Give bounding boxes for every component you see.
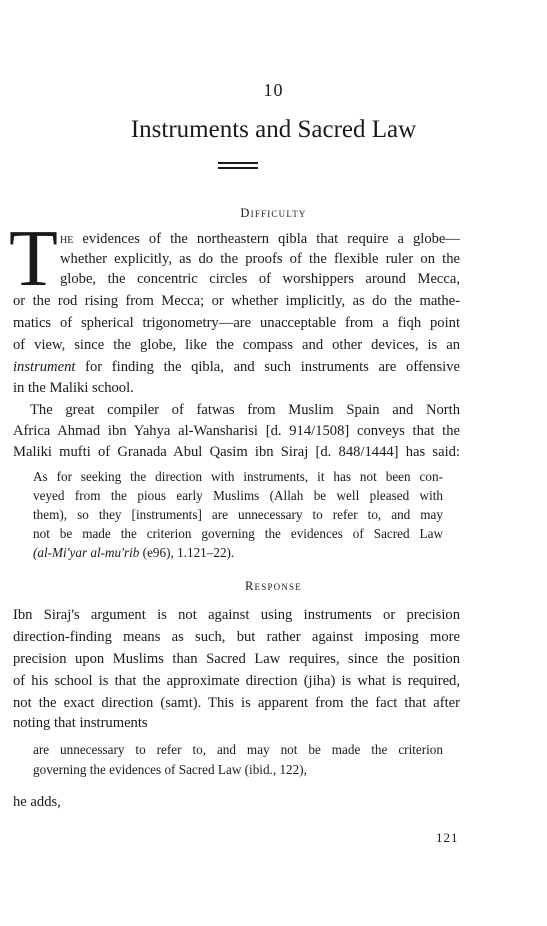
section-heading-difficulty: Difficulty	[240, 206, 307, 220]
text-line: globe, the concentric circles of worshippers around Mecca,	[60, 271, 460, 287]
quote-line: veyed from the pious early Muslims (Allah be well pleased with	[33, 488, 443, 503]
quote-line: As for seeking the direction with instruments, it has not been con-	[33, 469, 443, 484]
text-line: not the exact direction (samt). This is apparent from the fact that after	[13, 695, 460, 711]
title-rule-lower	[218, 167, 258, 169]
page-number: 121	[436, 830, 459, 845]
section-heading-response: Response	[245, 579, 302, 593]
text-line: whether explicitly, as do the proofs of the flexible ruler on the	[60, 251, 460, 267]
quote-line: are unnecessary to refer to, and may not be made the criterion	[33, 742, 443, 757]
text-line: direction-finding means as such, but rather against imposing more	[13, 629, 460, 645]
chapter-title: Instruments and Sacred Law	[130, 116, 417, 143]
italic-term: instrument	[13, 359, 76, 375]
text-line: he evidences of the northeastern qibla that require a globe—	[60, 231, 460, 247]
citation-title: (al-Mi'yar al-mu'rib	[33, 545, 140, 560]
text-line: Ibn Siraj's argument is not against using instruments or precision	[13, 607, 460, 623]
chapter-number: 10	[263, 80, 284, 100]
text-line: he adds,	[13, 794, 61, 810]
text-line: Maliki mufti of Granada Abul Qasim ibn Siraj [d. 848/1444] has said:	[13, 444, 460, 460]
text-line: matics of spherical trigonometry—are unacceptable from a fiqh point	[13, 315, 460, 331]
quote-line: (al-Mi'yar al-mu'rib (e96), 1.121–22).	[33, 545, 235, 560]
text-line: of view, since the globe, like the compass and other devices, is an	[13, 337, 460, 353]
title-rule-upper	[218, 162, 258, 164]
text-line: in the Maliki school.	[13, 380, 134, 396]
quote-line: governing the evidences of Sacred Law (ibid., 122),	[33, 762, 307, 777]
small-caps-lead: he	[60, 231, 74, 247]
quote-line: not be made the criterion governing the evidences of Sacred Law	[33, 526, 443, 541]
text-line: or the rod rising from Mecca; or whether implicitly, as do the mathe-	[13, 293, 460, 309]
text-line: Africa Ahmad ibn Yahya al-Wansharisi [d. 914/1508] conveys that the	[13, 423, 460, 439]
text-line: The great compiler of fatwas from Muslim Spain and North	[30, 402, 460, 418]
text-line: precision upon Muslims than Sacred Law requires, since the position	[13, 651, 460, 667]
text-line: noting that instruments	[13, 715, 148, 731]
drop-cap: T	[9, 215, 58, 303]
text-line: instrument for finding the qibla, and such instruments are offensive	[13, 359, 460, 375]
quote-line: them), so they [instruments] are unnecessary to refer to, and may	[33, 507, 443, 522]
text-line: of his school is that the approximate direction (jiha) is what is required,	[13, 673, 460, 689]
